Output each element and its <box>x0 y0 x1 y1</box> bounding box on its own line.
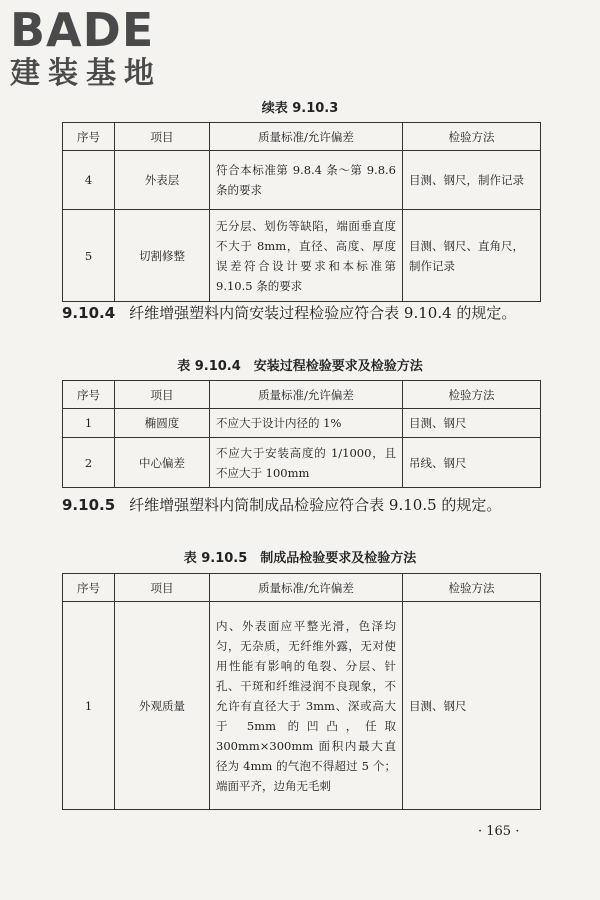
cell-no: 4 <box>63 151 115 210</box>
clause-number: 9.10.4 <box>62 304 116 322</box>
table-header-row <box>63 123 541 151</box>
cell-no: 2 <box>63 438 115 488</box>
cell-standard: 符合本标准第 9.8.4 条～第 9.8.6 条的要求 <box>210 151 403 210</box>
table-row <box>63 210 541 302</box>
header-method: 检验方法 <box>403 123 541 151</box>
cell-no: 1 <box>63 409 115 438</box>
cell-no: 5 <box>63 210 115 302</box>
clause-9-10-5 <box>62 492 540 518</box>
cell-item: 椭圆度 <box>115 409 210 438</box>
header-no: 序号 <box>63 574 115 602</box>
table-header-row <box>63 381 541 409</box>
cell-item: 中心偏差 <box>115 438 210 488</box>
table-row <box>63 151 541 210</box>
header-no: 序号 <box>63 381 115 409</box>
cell-item: 外观质量 <box>115 602 210 810</box>
cell-standard: 内、外表面应平整光滑，色泽均匀，无杂质，无纤维外露，无对使用性能有影响的龟裂、分层、针孔、干斑和纤维浸润不良现象，不允许有直径大于 3mm、深或高大于 5mm 的凹凸，任取 300mm×300mm 面积内最大直径为 4mm 的气泡不得超过 5 个；端面平齐，边角无毛刺 <box>210 602 403 810</box>
cell-item: 外表层 <box>115 151 210 210</box>
table-cont <box>62 122 541 302</box>
cell-standard: 不应大于安装高度的 1/1000，且不应大于 100mm <box>210 438 403 488</box>
header-method: 检验方法 <box>403 574 541 602</box>
logo-text-en: BADE <box>10 3 155 57</box>
page-number: · 165 · <box>478 824 520 839</box>
header-item: 项目 <box>115 574 210 602</box>
header-standard: 质量标准/允许偏差 <box>210 123 403 151</box>
table-row <box>63 438 541 488</box>
cell-no: 1 <box>63 602 115 810</box>
table-9-10-4 <box>62 380 541 488</box>
table-cont-caption: 续表 9.10.3 <box>261 101 339 116</box>
clause-text: 纤维增强塑料内筒安装过程检验应符合表 9.10.4 的规定。 <box>129 304 517 322</box>
header-method: 检验方法 <box>403 381 541 409</box>
table-header-row <box>63 574 541 602</box>
header-item: 项目 <box>115 123 210 151</box>
cell-standard: 无分层、划伤等缺陷，端面垂直度不大于 8mm，直径、高度、厚度误差符合设计要求和本标准第 9.10.5 条的要求 <box>210 210 403 302</box>
cell-method: 目测、钢尺 <box>403 602 541 810</box>
clause-text: 纤维增强塑料内筒制成品检验应符合表 9.10.5 的规定。 <box>129 496 502 514</box>
header-no: 序号 <box>63 123 115 151</box>
cell-standard: 不应大于设计内径的 1% <box>210 409 403 438</box>
cell-method: 目测、钢尺、直角尺，制作记录 <box>403 210 541 302</box>
table-9-10-5 <box>62 573 541 810</box>
header-standard: 质量标准/允许偏差 <box>210 574 403 602</box>
header-item: 项目 <box>115 381 210 409</box>
clause-9-10-4 <box>62 300 540 326</box>
header-standard: 质量标准/允许偏差 <box>210 381 403 409</box>
cell-method: 目测、钢尺，制作记录 <box>403 151 541 210</box>
cell-method: 目测、钢尺 <box>403 409 541 438</box>
table-2-caption: 表 9.10.4 安装过程检验要求及检验方法 <box>177 359 423 374</box>
clause-number: 9.10.5 <box>62 496 116 514</box>
cell-method: 吊线、钢尺 <box>403 438 541 488</box>
table-3-caption: 表 9.10.5 制成品检验要求及检验方法 <box>183 551 417 566</box>
table-row <box>63 409 541 438</box>
logo-text-cn: 建装基地 <box>10 56 162 91</box>
logo <box>10 3 162 92</box>
cell-item: 切割修整 <box>115 210 210 302</box>
table-row <box>63 602 541 810</box>
